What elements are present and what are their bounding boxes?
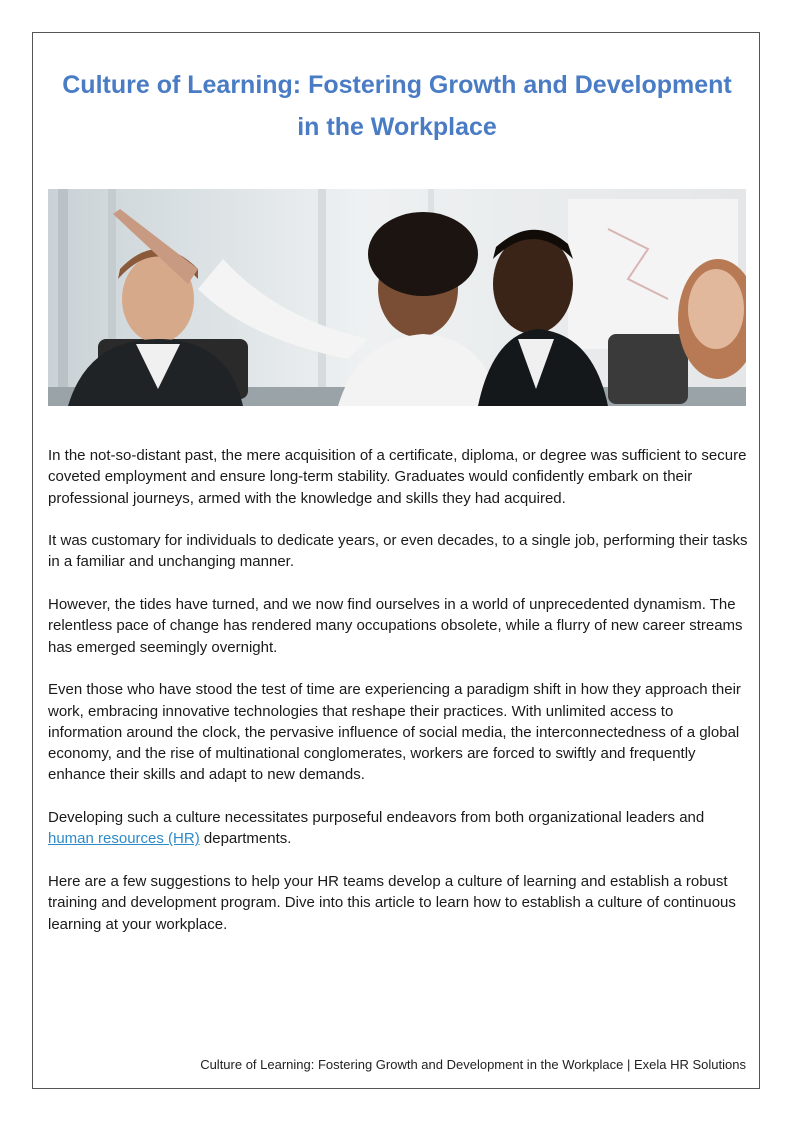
article-body <box>48 445 748 956</box>
paragraph-6: Here are a few suggestions to help your HR teams develop a culture of learning and establish a robust training and development program. Dive into this article to learn how to establish a culture of continuous learning at your workplace. <box>48 872 736 933</box>
hr-paragraph-tail: departments. <box>199 830 292 848</box>
paragraph-1: In the not-so-distant past, the mere acquisition of a certificate, diploma, or degree was sufficient to secure coveted employment and ensure long-term stability. Graduates would confidently embark on their professional journeys, armed with the knowledge and skills they had acquired. <box>48 447 747 507</box>
hero-image <box>48 189 746 406</box>
paragraph-3: However, the tides have turned, and we now find ourselves in a world of unprecedented dynamism. The relentless pace of change has rendered many occupations obsolete, while a flurry of new career streams has emerged seemingly overnight. <box>48 596 743 656</box>
page-footer: Culture of Learning: Fostering Growth and Development in the Workplace | Exela HR Solutions <box>200 1057 746 1072</box>
paragraph-2: It was customary for individuals to dedicate years, or even decades, to a single job, performing their tasks in a familiar and unchanging manner. <box>48 532 748 571</box>
hr-paragraph-lead: Developing such a culture necessitates purposeful endeavors from both organizational leaders and <box>48 809 705 827</box>
hr-link[interactable]: human resources (HR) <box>48 830 200 848</box>
paragraph-4: Even those who have stood the test of time are experiencing a paradigm shift in how they approach their work, embracing innovative technologies that reshape their practices. With unlimited access to information around the clock, the pervasive influence of social media, the interconnectedness of a global economy, and the rise of multinational conglomerates, workers are forced to swiftly and frequently enhance their skills and adapt to new demands. <box>48 681 741 784</box>
paragraph-5 <box>48 807 748 850</box>
page-title: Culture of Learning: Fostering Growth and Development in the Workplace <box>62 71 732 141</box>
